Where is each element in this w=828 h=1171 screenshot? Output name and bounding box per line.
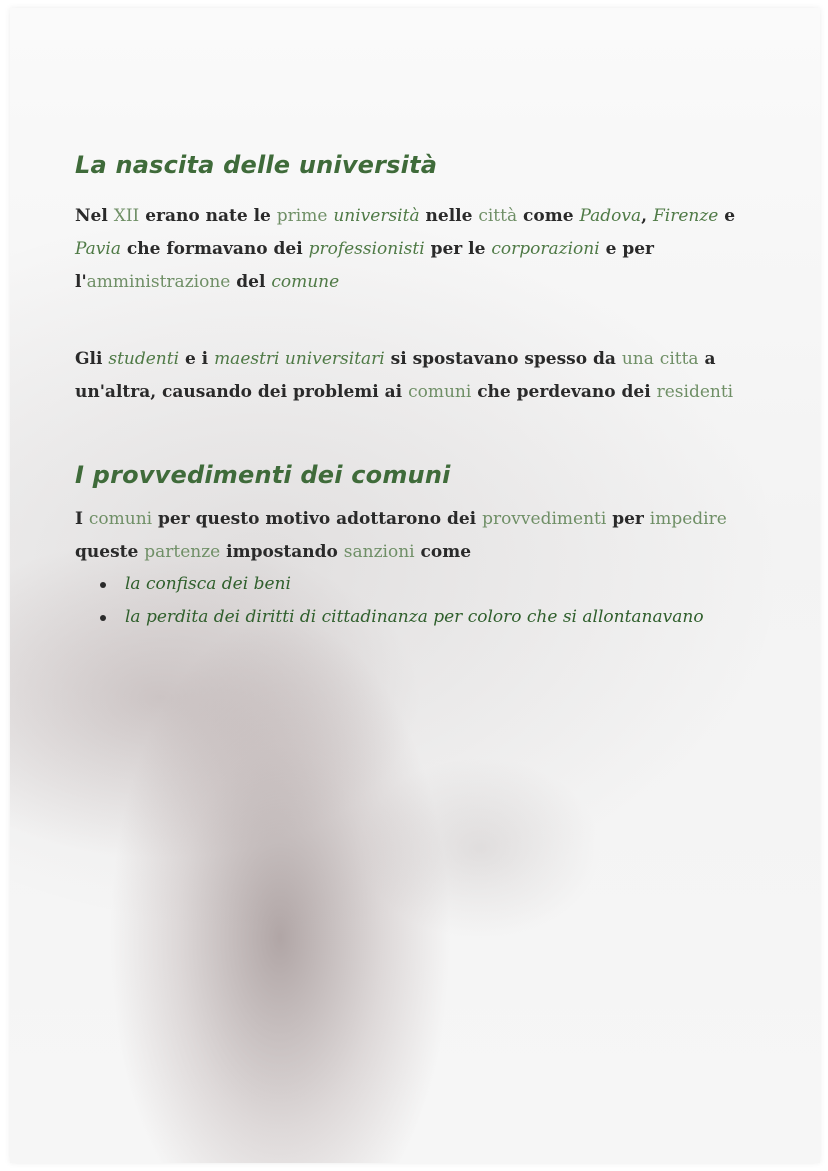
- text-run: partenze: [144, 542, 221, 562]
- text-run: XII: [113, 206, 140, 226]
- text-run: provvedimenti: [482, 509, 607, 529]
- text-run: per: [606, 509, 650, 529]
- bullet-icon: [100, 615, 106, 621]
- notebook-page: [10, 8, 820, 1163]
- text-run: università: [333, 206, 420, 226]
- list-item: [100, 568, 704, 601]
- text-run: corporazioni: [491, 239, 600, 259]
- paragraph-measures: [75, 503, 775, 569]
- text-run: a un'altra, causando dei problemi ai: [75, 349, 716, 402]
- bullet-icon: [100, 582, 106, 588]
- text-run: Pavia: [75, 239, 121, 259]
- text-run: Nel: [75, 206, 114, 226]
- list-item: [100, 601, 704, 634]
- text-run: e: [718, 206, 736, 226]
- text-run: impostando: [220, 542, 344, 562]
- text-run: impedire: [649, 509, 727, 529]
- text-run: comune: [271, 272, 340, 292]
- text-run: si spostavano spesso da: [384, 349, 622, 369]
- list-item-label: la perdita dei diritti di cittadinanza per coloro che si allontanavano: [125, 607, 704, 627]
- text-run: residenti: [656, 382, 734, 402]
- text-run: nelle: [419, 206, 479, 226]
- text-run: ,: [641, 206, 653, 226]
- text-run: amministrazione: [86, 272, 231, 292]
- text-run: Firenze: [652, 206, 719, 226]
- text-run: citta: [659, 349, 699, 369]
- text-run: I: [75, 509, 89, 529]
- text-run: che perdevano dei: [471, 382, 657, 402]
- text-run: una: [621, 349, 654, 369]
- text-run: maestri universitari: [214, 349, 385, 369]
- text-run: prime: [276, 206, 328, 226]
- text-run: e per l': [75, 239, 654, 292]
- text-run: professionisti: [308, 239, 425, 259]
- text-run: che formavano dei: [121, 239, 309, 259]
- paragraph-students-masters: [75, 343, 775, 409]
- text-run: Gli: [75, 349, 109, 369]
- text-run: come: [414, 542, 472, 562]
- text-run: comuni: [408, 382, 472, 402]
- text-run: per questo motivo adottarono dei: [152, 509, 483, 529]
- text-run: e i: [179, 349, 215, 369]
- text-run: comuni: [88, 509, 153, 529]
- section-heading-measures: I provvedimenti dei comuni: [75, 461, 451, 489]
- text-run: per le: [424, 239, 492, 259]
- text-run: Padova: [579, 206, 642, 226]
- text-run: erano nate le: [139, 206, 277, 226]
- text-run: città: [478, 206, 518, 226]
- text-run: sanzioni: [343, 542, 415, 562]
- sanctions-list: [100, 568, 704, 634]
- text-run: queste: [75, 542, 145, 562]
- section-heading-university-birth: La nascita delle università: [75, 151, 438, 179]
- text-run: studenti: [108, 349, 180, 369]
- text-run: del: [230, 272, 272, 292]
- text-run: come: [517, 206, 580, 226]
- paragraph-universities: [75, 200, 775, 299]
- list-item-label: la confisca dei beni: [125, 574, 291, 594]
